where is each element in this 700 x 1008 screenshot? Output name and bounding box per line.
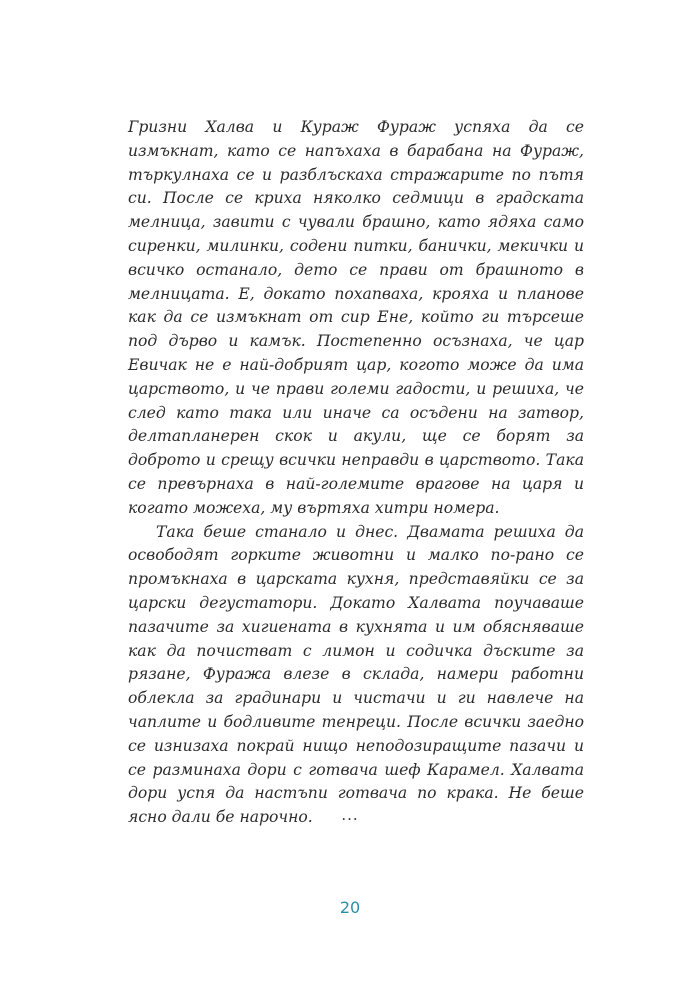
paragraph-2: Така беше станало и днес. Двамата решиха да освободят горките животни и малко по-рано се промъкнаха в царската кухня, представяйки се за царски дегустатори. Докато Халвата поучаваше пазачите за хигиената в кухнята и им обясняваше как да почистват с лимон и содичка дъските за рязане, Фуража влезе в склада, намери работни облекла за градинари и чистачи и ги навлече на чаплите и бодливите тенреци. После всички заедно се изнизаха покрай нищо неподозиращите пазачи и се разминаха дори с готвача шеф Карамел. Халвата дори успя да настъпи готвача по крака. Не беше ясно дали бе нарочно. [128,522,584,827]
section-separator: ... [341,806,359,824]
page-number: 20 [339,898,361,917]
paragraph-1: Гризни Халва и Кураж Фураж успяха да се измъкнат, като се напъхаха в барабана на Фураж, търкулнаха се и разблъскаха стражарите по пътя си. После се криха няколко седмици в градската мелница, завити с чували брашно, като ядяха само сиренки, милинки, содени питки, банички, мекички и всичко останало, дето се прави от брашното в мелницата. Е, докато похапваха, крояха и планове как да се измъкнат от сир Ене, който ги търсеше под дърво и камък. Постепенно осъзнаха, че цар Евичак не е най-добрият цар, когото може да има царството, и че прави големи гадости, и решиха, че след като така или иначе са осъдени на затвор, делтапланерен скок и акули, ще се борят за доброто и срещу всички неправди в царството. Така се превърнаха в най-големите врагове на царя и когато можеха, му въртяха хитри номера. [128,118,584,517]
body-text [128,116,584,830]
